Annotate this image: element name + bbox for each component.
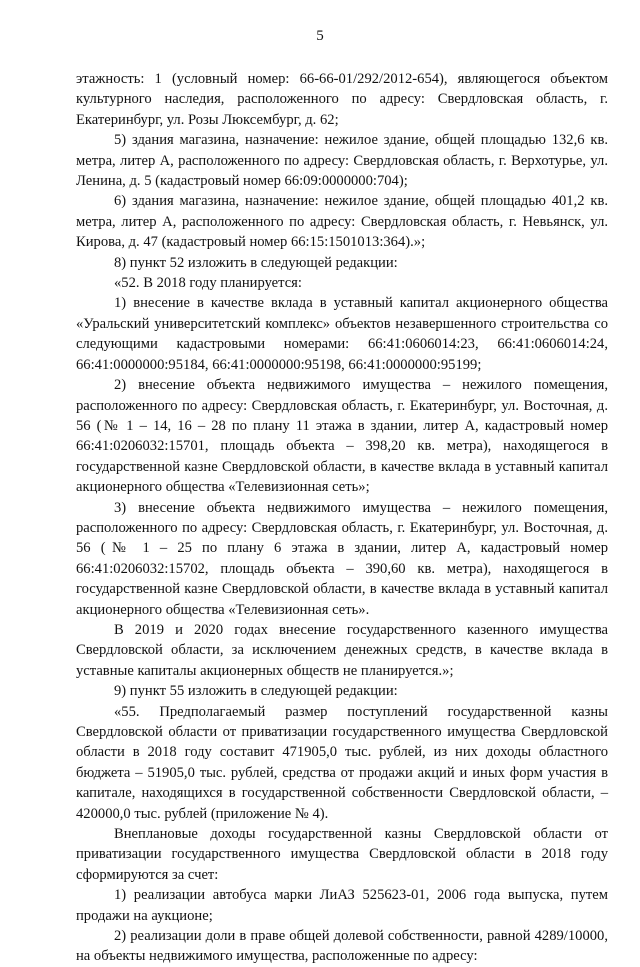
paragraph: 2) внесение объекта недвижимого имущества – нежилого помещения, расположенного по адресу: Свердловская область, г. Екатеринбург, ул. Восточная, д. 56 (№ 1 – 14, 16 – 28 по плану 11 этажа в здании, литер А, кадастровый номер 66:41:0206032:15701, площадь объекта – 398,20 кв. метра), находящегося в государственной казне Свердловской области, в качестве вклада в уставный капитал акционерного общества «Телевизионная сеть»;	[76, 377, 608, 496]
paragraph: 6) здания магазина, назначение: нежилое здание, общей площадью 401,2 кв. метра, литер А, расположенного по адресу: Свердловская область, г. Невьянск, ул. Кирова, д. 47 (кадастровый номер 66:15:1501013:364).»;	[76, 193, 608, 251]
paragraph: 2) реализации доли в праве общей долевой собственности, равной 4289/10000, на объекты недвижимого имущества, расположенные по адресу:	[76, 928, 608, 965]
paragraph: 8) пункт 52 изложить в следующей редакции:	[114, 254, 398, 271]
paragraph: «55. Предполагаемый размер поступлений государственной казны Свердловской области от приватизации государственного имущества Свердловской области в 2018 году составит 471905,0 тыс. рублей, из них доходы областного бюджета – 51905,0 тыс. рублей, средства от продажи акций и иных форм участия в капитале, находящихся в государственной собственности Свердловской области, – 420000,0 тыс. рублей (приложение № 4).	[76, 703, 608, 822]
paragraph: 5) здания магазина, назначение: нежилое здание, общей площадью 132,6 кв. метра, литер А, расположенного по адресу: Свердловская область, г. Верхотурье, ул. Ленина, д. 5 (кадастровый номер 66:09:0000000:704);	[76, 132, 608, 190]
paragraph: этажность: 1 (условный номер: 66-66-01/292/2012-654), являющегося объектом культурного наследия, расположенного по адресу: Свердловская область, г. Екатеринбург, ул. Розы Люксембург, д. 62;	[76, 71, 608, 128]
paragraph: «52. В 2018 году планируется:	[114, 275, 302, 292]
paragraph: 1) реализации автобуса марки ЛиАЗ 525623-01, 2006 года выпуска, путем продажи на аукционе;	[76, 887, 608, 924]
document-body	[76, 69, 608, 967]
paragraph: 1) внесение в качестве вклада в уставный капитал акционерного общества «Уральский университетский комплекс» объектов незавершенного строительства со следующими кадастровыми номерами: 66:41:0606014:23, 66:41:0606014:24, 66:41:0000000:95184, 66:41:0000000:95198, 66:41:0000000:95199;	[76, 295, 608, 373]
paragraph: 9) пункт 55 изложить в следующей редакции:	[114, 683, 398, 700]
paragraph: 3) внесение объекта недвижимого имущества – нежилого помещения, расположенного по адресу: Свердловская область, г. Екатеринбург, ул. Восточная, д. 56 (№ 1 – 25 по плану 6 этажа в здании, литер А, кадастровый номер 66:41:0206032:15702, площадь объекта – 390,60 кв. метра), находящегося в государственной казне Свердловской области, в качестве вклада в уставный капитал акционерного общества «Телевизионная сеть».	[76, 499, 608, 618]
page-number: 5	[316, 28, 324, 44]
paragraph: Внеплановые доходы государственной казны Свердловской области от приватизации государственного имущества Свердловской области в 2018 году сформируются за счет:	[76, 826, 608, 883]
paragraph: В 2019 и 2020 годах внесение государственного казенного имущества Свердловской области, за исключением денежных средств, в качестве вклада в уставные капиталы акционерных обществ не планируется.»;	[76, 621, 608, 679]
